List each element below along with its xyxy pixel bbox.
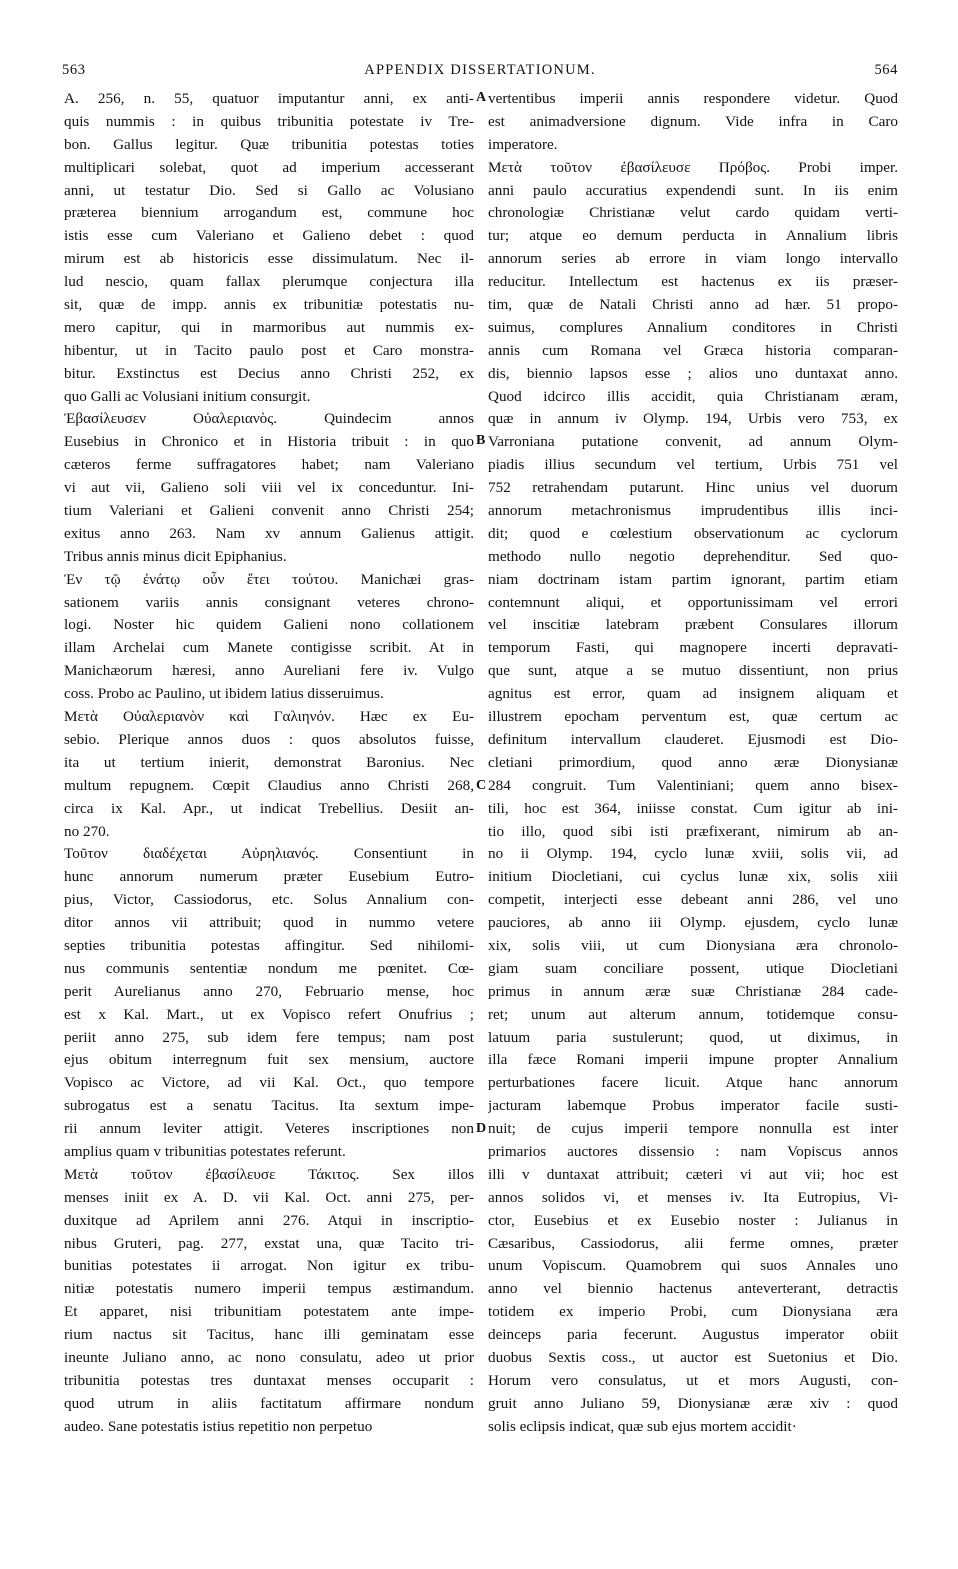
text-line: deinceps paria fecerunt. Augustus imperator obiit xyxy=(488,1326,898,1344)
text-line: ret; unum aut alterum annum, totidemque consu- xyxy=(488,1005,898,1023)
text-line: tium Valeriani et Galieni convenit anno Christi 254; xyxy=(64,502,474,520)
section-marker-d: D xyxy=(476,1121,487,1136)
text-line: illi v duntaxat attribuit; cæteri vi aut vii; hoc est xyxy=(488,1165,898,1183)
text-line: Cæsaribus, Cassiodorus, alii ferme omnes, præter xyxy=(488,1234,898,1252)
text-line: Manichæorum hæresi, anno Aureliani fere iv. Vulgo xyxy=(64,662,474,680)
text-line: latuum paria sustulerunt; quod, ut diximus, in xyxy=(488,1028,898,1046)
text-line: no ii Olymp. 194, cyclo lunæ xviii, solis vii, ad xyxy=(488,845,898,863)
text-line: anni paulo accuratius expendendi sunt. In iis enim xyxy=(488,181,898,199)
text-line: logi. Noster hic quidem Galieni nono collationem xyxy=(64,616,474,634)
text-line: nibus Gruteri, pag. 277, exstat una, quæ Tacito tri- xyxy=(64,1234,474,1252)
running-title: APPENDIX DISSERTATIONUM. xyxy=(364,62,596,78)
text-line: chronologiæ Christianæ velut cardo quidam verti- xyxy=(488,204,898,222)
text-line: sationem variis annis consignant veteres chrono- xyxy=(64,593,474,611)
text-line: anni, ut testatur Dio. Sed si Gallo ac Volusiano xyxy=(64,181,474,199)
text-line: est x Kal. Mart., ut ex Vopisco refert Onufrius ; xyxy=(64,1005,474,1023)
text-line: ita ut tertium inierit, demonstrat Baronius. Nec xyxy=(64,753,474,771)
text-line: niam doctrinam istam partim ignorant, partim etiam xyxy=(488,570,898,588)
text-line: Ἐν τῷ ἐνάτῳ οὖν ἔτει τούτου. Manichæi gras- xyxy=(64,570,474,588)
text-line: sebio. Plerique annos duos : quos absolutos fuisse, xyxy=(64,730,474,748)
text-line: totidem ex imperio Probi, cum Dionysiana æra xyxy=(488,1303,898,1321)
text-line: A. 256, n. 55, quatuor imputantur anni, ex anti- xyxy=(64,90,474,107)
text-line: amplius quam v tribunitias potestates referunt. xyxy=(64,1142,346,1160)
text-line: multum repugnem. Cœpit Claudius anno Christi 268, xyxy=(64,776,474,794)
right-page-number: 564 xyxy=(874,62,898,78)
text-line: dis, biennio lapsos esse ; alios uno duntaxat anno. xyxy=(488,364,898,382)
text-line: annos solidos vi, et menses iv. Ita Eutropius, Vi- xyxy=(488,1188,898,1206)
text-line: Μετὰ Οὐαλεριανὸν καὶ Γαλιηνόν. Hæc ex Eu- xyxy=(64,708,474,726)
text-line: mero capitur, qui in marmoribus aut nummis ex- xyxy=(64,318,474,336)
text-line: ineunte Juliano anno, ac nono consulatu, adeo ut prior xyxy=(64,1348,474,1366)
text-line: cæteros ferme suffragatores habet; nam Valeriano xyxy=(64,456,474,474)
text-line: perturbationes facere licuit. Atque hanc annorum xyxy=(488,1074,898,1092)
text-line: tribunitia potestas tres duntaxat menses occuparit : xyxy=(64,1371,474,1389)
text-line: primarios auctores dissensio : nam Vopiscus annos xyxy=(488,1142,898,1160)
text-line: coss. Probo ac Paulino, ut ibidem latius disseruimus. xyxy=(64,685,384,703)
text-line: lud nescio, quam fallax plerumque conjectura illa xyxy=(64,273,474,291)
text-line: ctor, Eusebius et ex Eusebio noster : Julianus in xyxy=(488,1211,898,1229)
text-line: tili, hoc est 364, iniisse constat. Cum igitur ab ini- xyxy=(488,799,898,817)
text-line: annis cum Romana vel Græca historia comparan- xyxy=(488,341,898,359)
text-line: nitiæ potestatis numero imperii tempus æstimandum. xyxy=(64,1280,474,1298)
text-line: quæ in annum iv Olymp. 194, Urbis vero 753, ex xyxy=(488,410,898,428)
text-line: annorum series ab errore in viam longo intervallo xyxy=(488,250,898,268)
text-line: menses iniit ex A. D. vii Kal. Oct. anni 275, per- xyxy=(64,1188,474,1206)
text-line: circa ix Kal. Apr., ut indicat Trebellius. Desiit an- xyxy=(64,799,474,817)
text-line: cletiani primordium, quod anno æræ Dionysianæ xyxy=(488,753,898,771)
text-line: competit, interjecti esse debeant anni 286, vel uno xyxy=(488,891,898,909)
text-line: pauciores, ab anno iii Olymp. ejusdem, cyclo lunæ xyxy=(488,914,898,932)
text-line: initium Diocletiani, cui cyclus lunæ xix, solis xiii xyxy=(488,868,898,886)
text-line: definitum intervallum clauderet. Ejusmodi est Dio- xyxy=(488,730,898,748)
text-line: pius, Victor, Cassiodorus, etc. Solus Annalium con- xyxy=(64,891,474,909)
text-line: annorum metachronismus imprudentibus illis inci- xyxy=(488,502,898,520)
text-line: imperatore. xyxy=(488,135,558,153)
text-line: Horum vero consulatus, ut et mors Augusti, con- xyxy=(488,1371,898,1389)
text-line: hibentur, ut in Tacito paulo post et Caro monstra- xyxy=(64,341,474,359)
text-line: piadis illius secundum vel tertium, Urbis 751 vel xyxy=(488,456,898,474)
text-line: rium nactus sit Tacitus, hanc illi geminatam esse xyxy=(64,1326,474,1344)
text-line: nuit; de cujus imperii tempore nonnulla est inter xyxy=(488,1120,898,1138)
text-line: quod utrum in aliis factitatum affirmare nondum xyxy=(64,1394,474,1412)
text-line: methodo nullo negotio deprehenditur. Sed quo- xyxy=(488,547,898,565)
text-line: unum Vopiscum. Quamobrem qui suos Annales uno xyxy=(488,1257,898,1275)
text-line: xix, solis viii, ut cum Dionysiana æra chronolo- xyxy=(488,936,898,954)
text-line: 752 retrahendam putarunt. Hinc unius vel duorum xyxy=(488,479,898,497)
text-line: Vopisco ac Victore, ad vii Kal. Oct., quo tempore xyxy=(64,1074,474,1092)
text-line: illa fæce Romani imperii impune propter Annalium xyxy=(488,1051,898,1069)
text-line: que sunt, atque a se mutuo dissentiunt, non prius xyxy=(488,662,898,680)
text-line: agnitus est error, quam ad insignem aliquam et xyxy=(488,685,898,703)
text-line: 284 congruit. Tum Valentiniani; quem anno bisex- xyxy=(488,776,898,794)
text-line: contemnunt aliqui, et opportunissimam vel errori xyxy=(488,593,898,611)
text-line: periit anno 275, sub idem fere tempus; nam post xyxy=(64,1028,474,1046)
text-line: perit Aurelianus anno 270, Februario mense, hoc xyxy=(64,982,474,1000)
text-line: bunitias potestates ii arrogat. Non igitur ex tribu- xyxy=(64,1257,474,1275)
text-line: gruit anno Juliano 59, Dionysianæ æræ xiv : quod xyxy=(488,1394,898,1412)
text-line: septies tribunitia potestas affingitur. Sed nihilomi- xyxy=(64,936,474,954)
text-line: Tribus annis minus dicit Epiphanius. xyxy=(64,547,287,565)
text-line: nus communis sententiæ nondum me pœnitet. Cœ- xyxy=(64,959,474,977)
text-line: subrogatus est a senatu Tacitus. Ita sextum impe- xyxy=(64,1097,474,1115)
text-line: ditor annos vii attribuit; quod in nummo vetere xyxy=(64,914,474,932)
text-line: multiplicari solebat, quot ad imperium accesserant xyxy=(64,158,474,176)
section-marker-c: C xyxy=(476,778,487,793)
text-line: primus in annum æræ suæ Christianæ 284 cade- xyxy=(488,982,898,1000)
text-line: anno vel biennio hactenus anteverterant, detractis xyxy=(488,1280,898,1298)
section-marker-a: A xyxy=(476,90,487,105)
text-line: vel inscitiæ latebram præbent Consulares illorum xyxy=(488,616,898,634)
text-line: Ἐβασίλευσεν Οὐαλεριανὸς. Quindecim annos xyxy=(64,410,474,428)
text-line: exitus anno 263. Nam xv annum Galienus attigit. xyxy=(64,524,474,542)
text-line: illustrem epocham perventum est, quæ certum ac xyxy=(488,708,898,726)
text-line: illam Archelai cum Manete contigisse scribit. At in xyxy=(64,639,474,657)
text-line: hunc annorum numerum præter Eusebium Eutro- xyxy=(64,868,474,886)
text-line: vi aut vii, Galieno soli viii vel ix conceduntur. Ini- xyxy=(64,479,474,497)
text-line: bitur. Exstinctus est Decius anno Christi 252, ex xyxy=(64,364,474,382)
text-line: est animadversione dignum. Vide infra in Caro xyxy=(488,112,898,130)
text-line: Eusebius in Chronico et in Historia tribuit : in quo xyxy=(64,433,474,451)
text-line: audeo. Sane potestatis istius repetitio non perpetuo xyxy=(64,1417,373,1435)
text-line: solis eclipsis indicat, quæ sub ejus mortem accidit· xyxy=(488,1417,797,1435)
text-line: ejus obitum interregnum fuit sex mensium, auctore xyxy=(64,1051,474,1069)
text-line: tur; atque eo demum perducta in Annalium libris xyxy=(488,227,898,245)
text-line: duobus Sextis coss., ut auctor est Suetonius et Dio. xyxy=(488,1348,898,1366)
text-line: istis esse cum Valeriano et Galieno debet : quod xyxy=(64,227,474,245)
text-line: giam suam conciliare possent, utique Diocletiani xyxy=(488,959,898,977)
text-line: duxitque ad Aprilem anni 276. Atqui in inscriptio- xyxy=(64,1211,474,1229)
right-column xyxy=(488,88,898,1439)
text-line: vertentibus imperii annis respondere videtur. Quod xyxy=(488,90,898,107)
text-line: tio illo, quod sibi isti præfixerant, nimirum ab an- xyxy=(488,822,898,840)
text-line: quo Galli ac Volusiani initium consurgit. xyxy=(64,387,311,405)
text-line: suimus, complures Annalium conditores in Christi xyxy=(488,318,898,336)
text-line: quis nummis : in quibus tribunitia potestate iv Tre- xyxy=(64,112,474,130)
text-line: sit, quæ de impp. annis ex tribunitiæ potestatis nu- xyxy=(64,296,474,314)
left-page-number: 563 xyxy=(62,62,86,78)
text-line: jacturam labemque Probus imperator facile susti- xyxy=(488,1097,898,1115)
text-line: no 270. xyxy=(64,822,110,840)
text-line: Et apparet, nisi tribunitiam potestatem ante impe- xyxy=(64,1303,474,1321)
text-line: reducitur. Intellectum est hactenus ex iis præser- xyxy=(488,273,898,291)
left-column xyxy=(64,88,474,1439)
text-line: mirum est ab historicis esse dissimulatum. Nec il- xyxy=(64,250,474,268)
text-line: præterea biennium arrogandum est, commune hoc xyxy=(64,204,474,222)
text-line: temporum Fasti, qui magnopere incerti depravati- xyxy=(488,639,898,657)
text-line: rii annum leviter attigit. Veteres inscriptiones non xyxy=(64,1120,474,1138)
text-line: tim, quæ de Natali Christi anno ad hær. 51 propo- xyxy=(488,296,898,314)
text-line: Μετὰ τοῦτον ἐβασίλευσε Πρόβος. Probi imper. xyxy=(488,158,898,176)
section-marker-b: B xyxy=(476,433,486,448)
text-line: Varroniana putatione convenit, ad annum Olym- xyxy=(488,433,898,451)
page-header xyxy=(62,62,898,82)
text-line: Quod idcirco illis accidit, quia Christianam æram, xyxy=(488,387,898,405)
text-line: Μετὰ τοῦτον ἐβασίλευσε Τάκιτος. Sex illos xyxy=(64,1165,474,1183)
text-line: Τοῦτον διαδέχεται Αὐρηλιανός. Consentiunt in xyxy=(64,845,474,863)
text-line: dit; quod e cœlestium observationum ac cyclorum xyxy=(488,524,898,542)
text-line: bon. Gallus legitur. Quæ tribunitia potestas toties xyxy=(64,135,474,153)
